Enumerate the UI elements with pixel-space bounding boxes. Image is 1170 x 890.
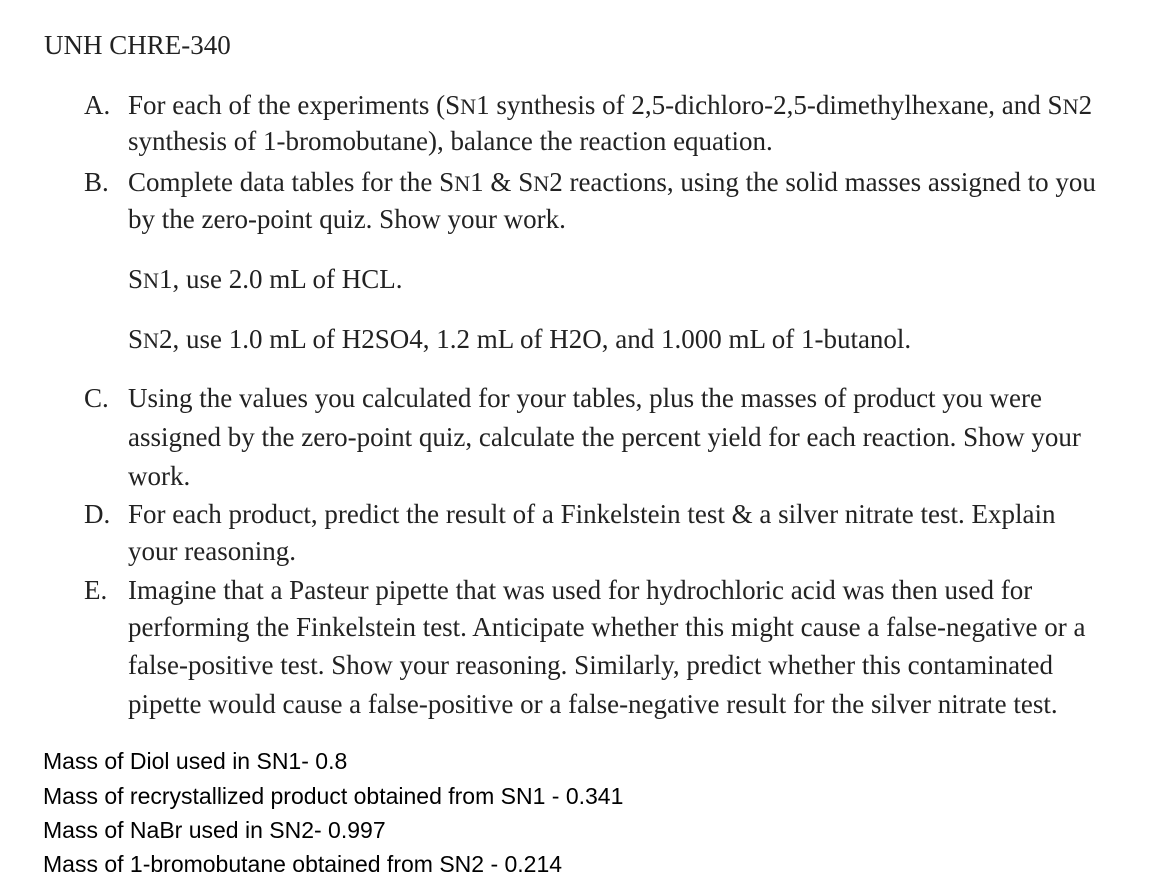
mass-line: Mass of Diol used in SN1- 0.8 [43, 748, 348, 774]
reaction-sn1-label: SN1 [128, 264, 173, 294]
reaction-sn1-label: SN1 [439, 167, 484, 197]
question-letter: B. [84, 167, 109, 197]
question-line: false-positive test. Show your reasoning. Similarly, predict whether this contaminated [128, 650, 1054, 680]
question-line: synthesis of 1-bromobutane), balance the reaction equation. [128, 126, 773, 156]
question-line: work. [128, 461, 191, 491]
question-line: your reasoning. [128, 536, 296, 566]
mass-line: Mass of NaBr used in SN2- 0.997 [43, 817, 386, 843]
question-line: by the zero-point quiz. Show your work. [128, 204, 566, 234]
question-line: Imagine that a Pasteur pipette that was used for hydrochloric acid was then used for [128, 575, 1033, 605]
question-line: Complete data tables for the SN1 & SN2 reactions, using the solid masses assigned to you [128, 167, 1096, 197]
reaction-sn2-label: SN2 [128, 324, 173, 354]
reaction-sn1-label: SN1 [445, 90, 490, 120]
question-line: Using the values you calculated for your tables, plus the masses of product you were [128, 383, 1043, 413]
mass-line: Mass of 1-bromobutane obtained from SN2 - 0.214 [43, 851, 563, 877]
question-line: For each product, predict the result of a Finkelstein test & a silver nitrate test. Explain [128, 499, 1056, 529]
question-letter: A. [84, 90, 111, 120]
question-letter: E. [84, 575, 108, 605]
reaction-sn2-label: SN2 [1047, 90, 1093, 120]
question-line: performing the Finkelstein test. Anticipate whether this might cause a false-negative or a [128, 612, 1086, 642]
condition-sn2: SN2, use 1.0 mL of H2SO4, 1.2 mL of H2O, and 1.000 mL of 1-butanol. [128, 324, 912, 354]
question-letter: D. [84, 499, 111, 529]
condition-sn1: SN1, use 2.0 mL of HCL. [128, 264, 403, 294]
course-title: UNH CHRE-340 [44, 30, 231, 60]
mass-line: Mass of recrystallized product obtained from SN1 - 0.341 [43, 783, 624, 809]
reaction-sn2-label: SN2 [518, 167, 563, 197]
question-line: pipette would cause a false-positive or a false-negative result for the silver nitrate test. [128, 689, 1058, 719]
question-line: For each of the experiments (SN1 synthesis of 2,5-dichloro-2,5-dimethylhexane, and SN2 [128, 90, 1093, 120]
question-line: assigned by the zero-point quiz, calculate the percent yield for each reaction. Show your [128, 422, 1081, 452]
question-letter: C. [84, 383, 109, 413]
